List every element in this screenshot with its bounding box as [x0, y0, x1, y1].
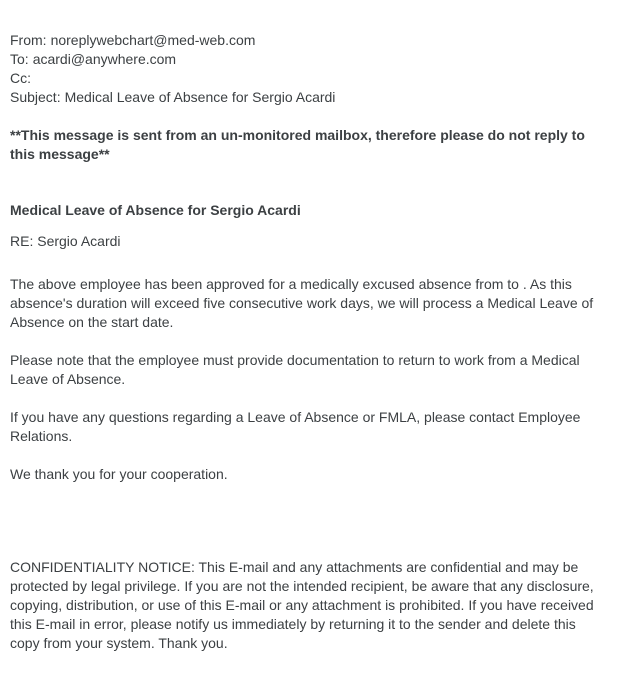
header-line-subject: [10, 88, 608, 107]
email-header-block: [10, 31, 608, 107]
header-line-cc: [10, 69, 608, 88]
body-paragraph-questions: If you have any questions regarding a Leave of Absence or FMLA, please contact Employee Relations.: [10, 409, 581, 444]
body-paragraph-documentation: Please note that the employee must provide documentation to return to work from a Medical Leave of Absence.: [10, 352, 580, 387]
closing-line: We thank you for your cooperation.: [10, 466, 228, 482]
header-line-from: [10, 31, 608, 50]
unmonitored-mailbox-notice: **This message is sent from an un-monitored mailbox, therefore please do not reply to this message**: [10, 127, 585, 162]
from-value: noreplywebchart@med-web.com: [50, 32, 256, 48]
subject-label: Subject:: [10, 89, 61, 105]
cc-label: Cc:: [10, 70, 31, 86]
confidentiality-notice: CONFIDENTIALITY NOTICE: This E-mail and any attachments are confidential and may be protected by legal privilege. If you are not the intended recipient, be aware that any disclosure, copying, distribution, or use of this E-mail or any attachment is prohibited. If you have received this E-mail in error, please notify us immediately by returning it to the sender and delete this copy from your system. Thank you.: [10, 559, 594, 651]
body-paragraph-approval: The above employee has been approved for a medically excused absence from to . As this absence's duration will exceed five consecutive work days, we will process a Medical Leave of Absence on the start date.: [10, 276, 594, 330]
subject-value: Medical Leave of Absence for Sergio Acardi: [64, 89, 336, 105]
email-body-title: Medical Leave of Absence for Sergio Acardi: [10, 202, 301, 218]
header-line-to: [10, 50, 608, 69]
to-value: acardi@anywhere.com: [32, 51, 177, 67]
to-label: To:: [10, 51, 29, 67]
re-line: RE: Sergio Acardi: [10, 233, 121, 249]
from-label: From:: [10, 32, 47, 48]
